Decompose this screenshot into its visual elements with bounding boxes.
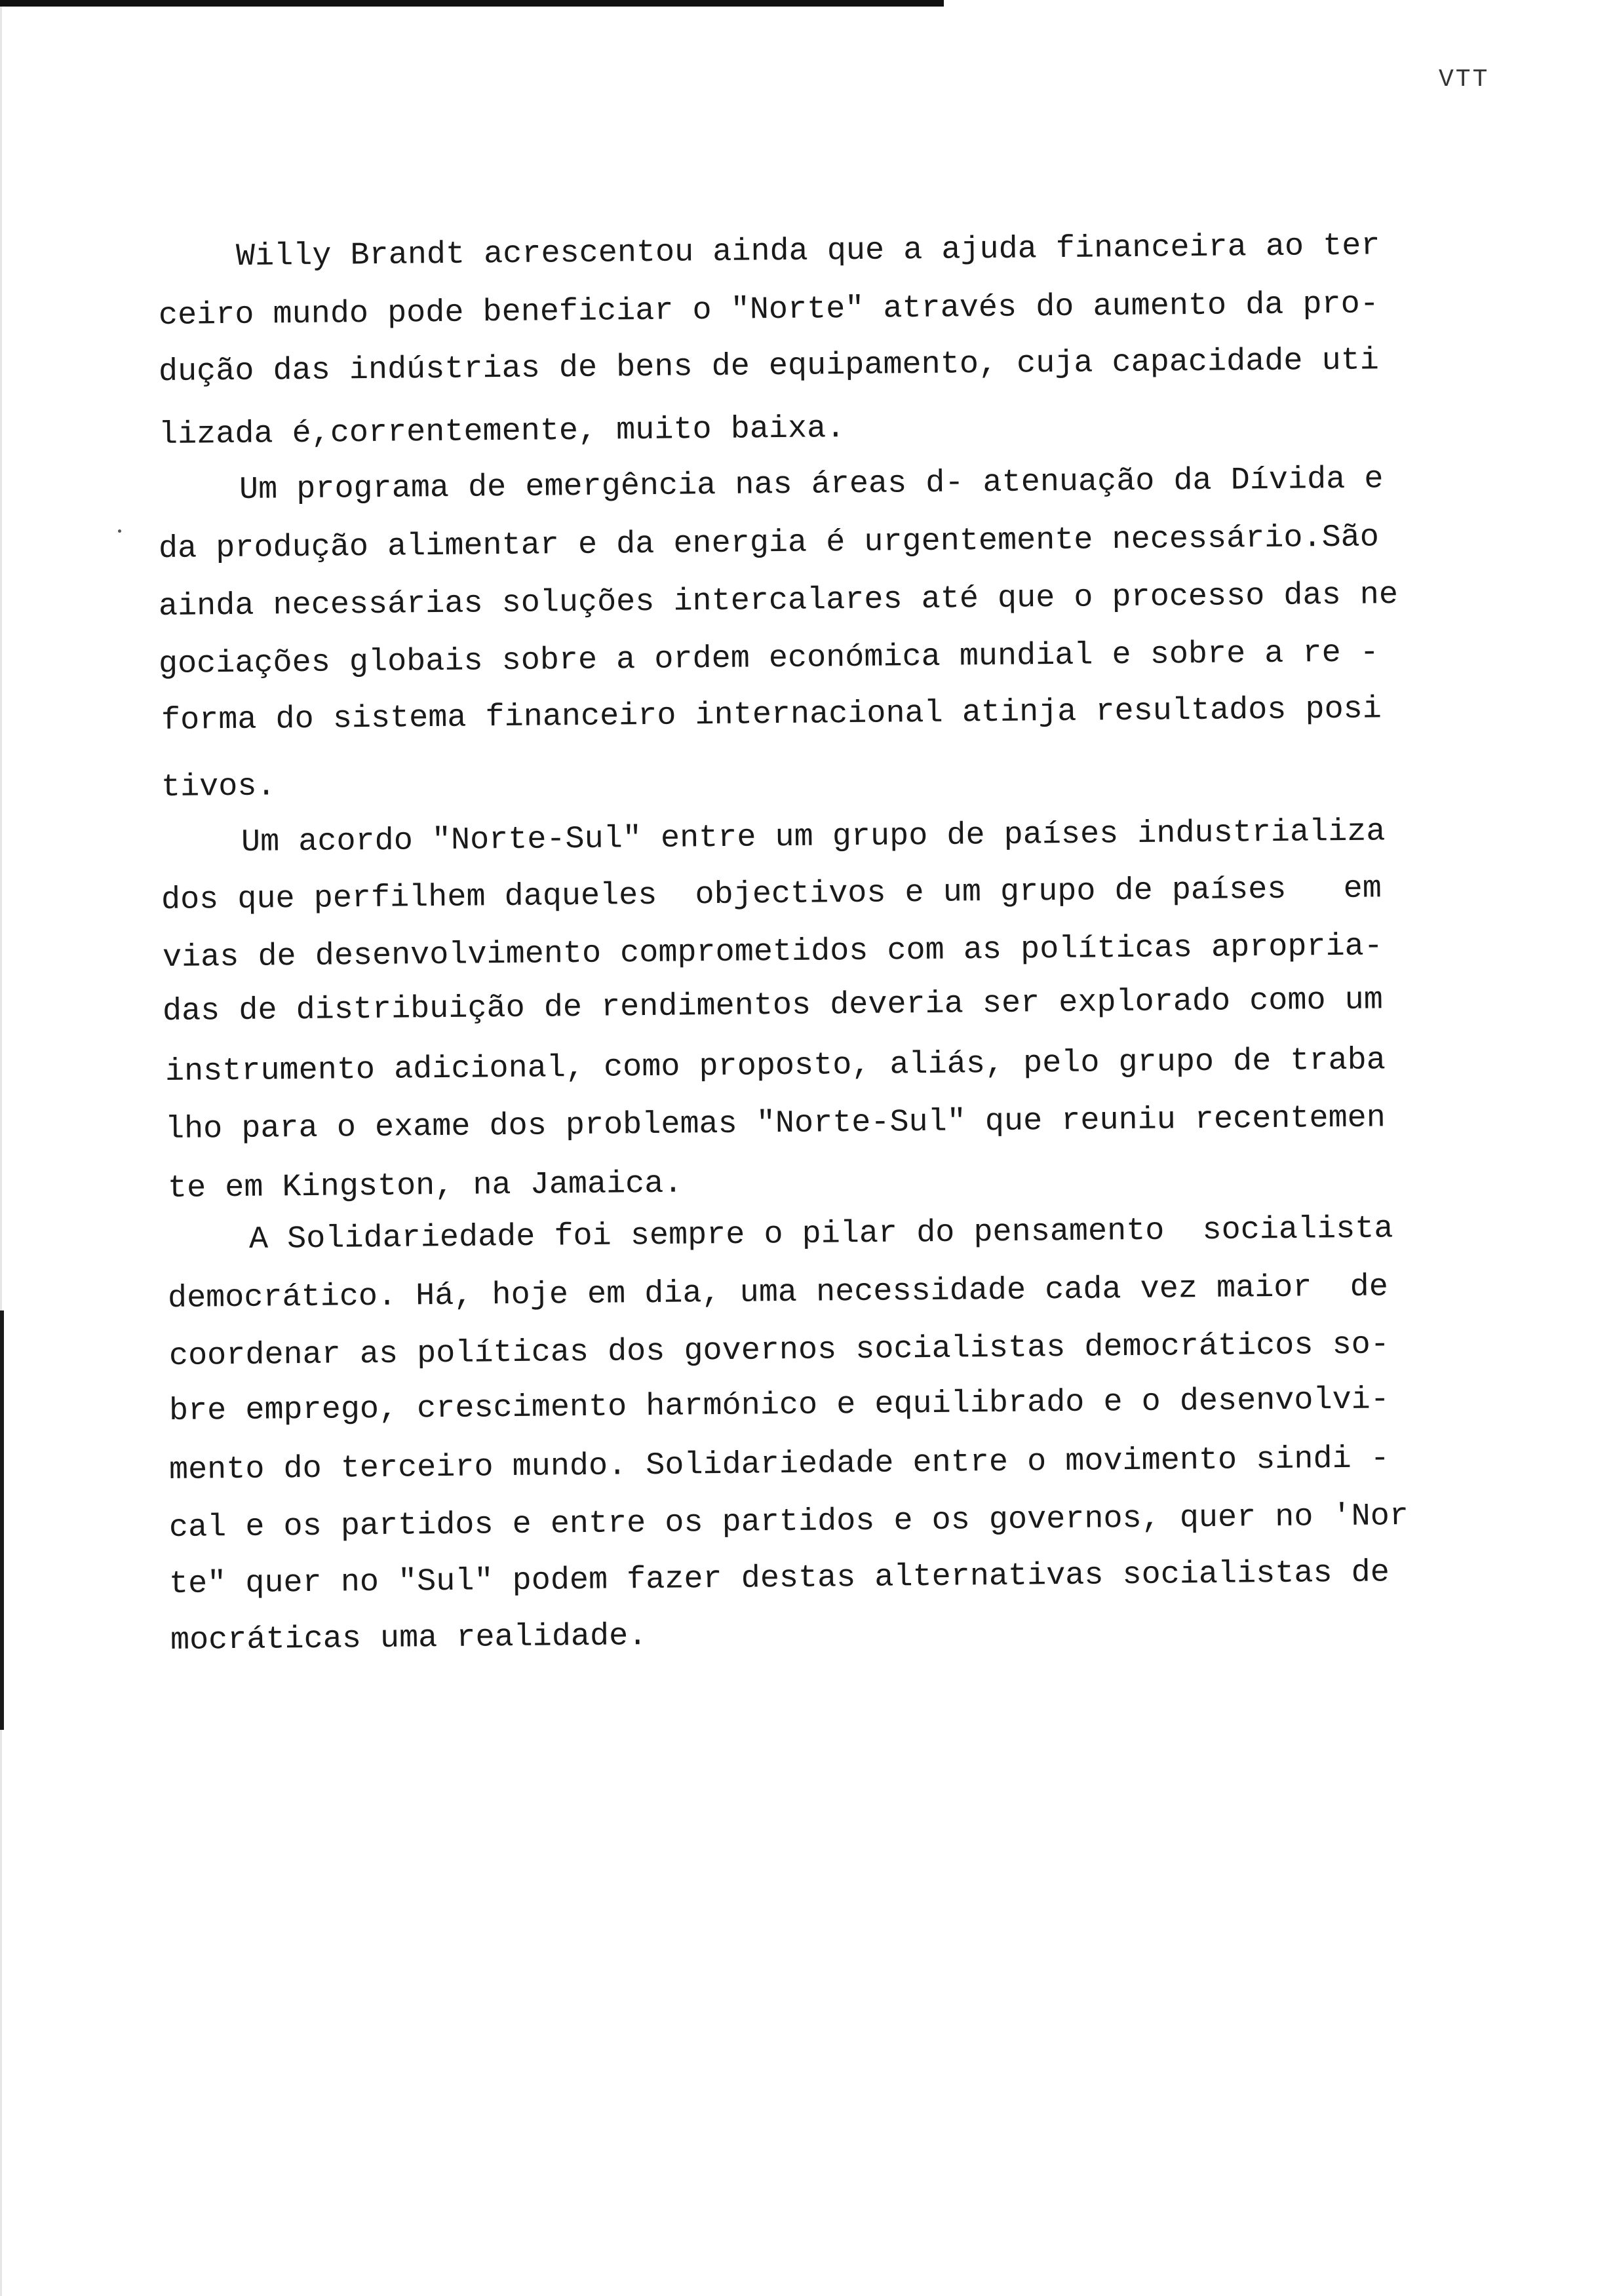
paragraph-1-line-2: ceiro mundo pode beneficiar o "Norte" através do aumento da pro- bbox=[158, 286, 1380, 334]
paragraph-3-line-6: lho para o exame dos problemas "Norte-Sul" que reuniu recentemen bbox=[165, 1100, 1386, 1147]
paragraph-3-line-2: dos que perfilhem daqueles objectivos e um grupo de países em bbox=[161, 871, 1382, 918]
paragraph-4-line-7: te" quer no "Sul" podem fazer destas alternativas socialistas de bbox=[168, 1555, 1390, 1602]
paragraph-2-line-5: forma do sistema financeiro internacional atinja resultados posi bbox=[161, 691, 1382, 738]
paragraph-3-line-7: te em Kingston, na Jamaica. bbox=[167, 1166, 683, 1206]
paragraph-4-line-2: democrático. Há, hoje em dia, uma necessidade cada vez maior de bbox=[167, 1269, 1389, 1316]
paragraph-4-line-3: coordenar as políticas dos governos socialistas democráticos so- bbox=[168, 1327, 1390, 1374]
paragraph-4-line-4: bre emprego, crescimento harmónico e equilibrado e o desenvolvi- bbox=[168, 1382, 1390, 1429]
scan-left-border bbox=[0, 1311, 4, 1730]
paragraph-4-line-1: A Solidariedade foi sempre o pilar do pensamento socialista bbox=[248, 1211, 1393, 1257]
paragraph-1-line-1: Willy Brandt acrescentou ainda que a ajuda financeira ao ter bbox=[235, 228, 1380, 275]
paragraph-3-line-1: Um acordo "Norte-Sul" entre um grupo de países industrializa bbox=[241, 814, 1386, 860]
paragraph-2-line-6: tivos. bbox=[161, 769, 276, 805]
paragraph-1-line-4: lizada é,correntemente, muito baixa. bbox=[158, 411, 846, 453]
paragraph-3-line-4: das de distribuição de rendimentos deveria ser explorado como um bbox=[162, 982, 1384, 1029]
paragraph-2-line-4: gociações globais sobre a ordem económica mundial e sobre a re - bbox=[158, 635, 1380, 682]
paragraph-2-line-2: da produção alimentar e da energia é urgentemente necessário.São bbox=[158, 520, 1380, 567]
stray-ink-mark bbox=[118, 529, 121, 533]
paragraph-3-line-5: instrumento adicional, como proposto, aliás, pelo grupo de traba bbox=[165, 1043, 1386, 1090]
page-number: VTT bbox=[1439, 66, 1490, 94]
paragraph-4-line-8: mocráticas uma realidade. bbox=[170, 1618, 648, 1658]
scan-shadow-edge bbox=[0, 0, 2, 2296]
scan-top-border bbox=[0, 0, 944, 7]
paragraph-2-line-3: ainda necessárias soluções intercalares até que o processo das ne bbox=[158, 577, 1399, 624]
paragraph-4-line-5: mento do terceiro mundo. Solidariedade entre o movimento sindi - bbox=[168, 1441, 1390, 1488]
paragraph-2-line-1: Um programa de emergência nas áreas d- atenuação da Dívida e bbox=[239, 461, 1384, 508]
paragraph-1-line-3: dução das indústrias de bens de equipamento, cuja capacidade uti bbox=[158, 343, 1380, 390]
paragraph-4-line-6: cal e os partidos e entre os partidos e os governos, quer no 'Nor bbox=[168, 1499, 1409, 1546]
paragraph-3-line-3: vias de desenvolvimento comprometidos com as políticas apropria- bbox=[162, 928, 1384, 976]
